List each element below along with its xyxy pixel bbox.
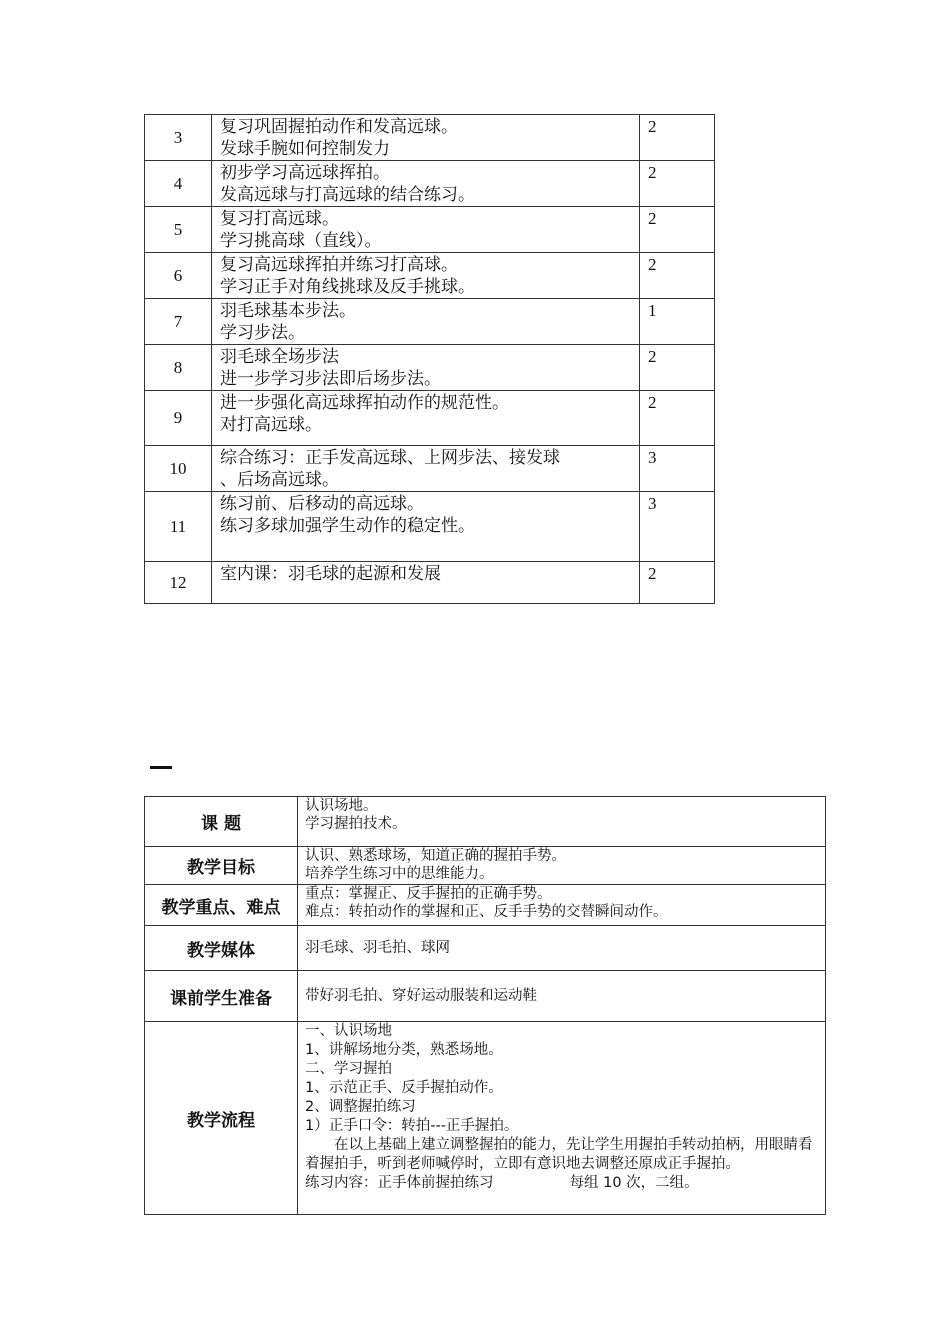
goal-label: 教学目标	[145, 847, 298, 885]
lesson-number: 10	[145, 446, 212, 492]
lesson-hours: 2	[640, 562, 715, 604]
media-label: 教学媒体	[145, 926, 298, 971]
topic-row	[145, 797, 826, 847]
lesson-hours: 1	[640, 299, 715, 345]
lesson-number: 3	[145, 115, 212, 161]
lesson-content: 初步学习高远球挥拍。 发高远球与打高远球的结合练习。	[212, 161, 640, 207]
prep-row	[145, 971, 826, 1022]
process-label: 教学流程	[145, 1022, 298, 1215]
goal-value: 认识、熟悉球场，知道正确的握拍手势。 培养学生练习中的思维能力。	[298, 847, 826, 885]
prep-label: 课前学生准备	[145, 971, 298, 1022]
media-row	[145, 926, 826, 971]
lesson-content: 室内课：羽毛球的起源和发展	[212, 562, 640, 604]
section-dash	[150, 766, 172, 769]
lesson-hours: 2	[640, 161, 715, 207]
lesson-content: 羽毛球全场步法 进一步学习步法即后场步法。	[212, 345, 640, 391]
table-row	[145, 492, 715, 562]
lesson-hours: 2	[640, 391, 715, 446]
goal-row	[145, 847, 826, 885]
table-row	[145, 446, 715, 492]
lesson-content: 进一步强化高远球挥拍动作的规范性。 对打高远球。	[212, 391, 640, 446]
lesson-hours: 3	[640, 446, 715, 492]
lesson-hours: 3	[640, 492, 715, 562]
lesson-number: 12	[145, 562, 212, 604]
lesson-number: 5	[145, 207, 212, 253]
lesson-number: 7	[145, 299, 212, 345]
table-row	[145, 161, 715, 207]
topic-value: 认识场地。 学习握拍技术。	[298, 797, 826, 847]
lesson-content: 复习打高远球。 学习挑高球（直线）。	[212, 207, 640, 253]
lesson-content: 练习前、后移动的高远球。 练习多球加强学生动作的稳定性。	[212, 492, 640, 562]
lesson-content: 羽毛球基本步法。 学习步法。	[212, 299, 640, 345]
topic-label: 课 题	[145, 797, 298, 847]
schedule-table	[144, 114, 715, 604]
lesson-content: 复习高远球挥拍并练习打高球。 学习正手对角线挑球及反手挑球。	[212, 253, 640, 299]
prep-value: 带好羽毛拍、穿好运动服装和运动鞋	[298, 971, 826, 1022]
table-row	[145, 299, 715, 345]
table-row	[145, 345, 715, 391]
lesson-number: 4	[145, 161, 212, 207]
media-value: 羽毛球、羽毛拍、球网	[298, 926, 826, 971]
lesson-hours: 2	[640, 115, 715, 161]
table-row	[145, 253, 715, 299]
keypoints-row	[145, 885, 826, 926]
table-row	[145, 207, 715, 253]
keypoints-label: 教学重点、难点	[145, 885, 298, 926]
table-row	[145, 562, 715, 604]
lesson-number: 9	[145, 391, 212, 446]
table-row	[145, 391, 715, 446]
lesson-hours: 2	[640, 207, 715, 253]
process-row	[145, 1022, 826, 1215]
lesson-number: 11	[145, 492, 212, 562]
lesson-plan-table	[144, 796, 826, 1215]
lesson-hours: 2	[640, 253, 715, 299]
lesson-content: 复习巩固握拍动作和发高远球。 发球手腕如何控制发力	[212, 115, 640, 161]
lesson-content: 综合练习：正手发高远球、上网步法、接发球 、后场高远球。	[212, 446, 640, 492]
table-row	[145, 115, 715, 161]
lesson-number: 8	[145, 345, 212, 391]
lesson-hours: 2	[640, 345, 715, 391]
keypoints-value: 重点：掌握正、反手握拍的正确手势。 难点：转拍动作的掌握和正、反手手势的交替瞬间动作。	[298, 885, 826, 926]
lesson-number: 6	[145, 253, 212, 299]
practice-line: 练习内容：正手体前握拍练习 每组 10 次，二组。	[305, 1175, 699, 1191]
process-value: 一、认识场地 1、讲解场地分类，熟悉场地。 二、学习握拍 1、示范正手、反手握拍动作。 2、调整握拍练习 1）正手口令：转拍---正手握拍。 在以上基础上建立调整握拍的能力，先让学生用握拍手转动拍柄，用眼睛看着握拍手，听到老师喊停时，立即有意识地去调整还原成正手握拍。 练习内容：正手体前握拍练习 每组 10 次，二组。	[298, 1022, 826, 1215]
